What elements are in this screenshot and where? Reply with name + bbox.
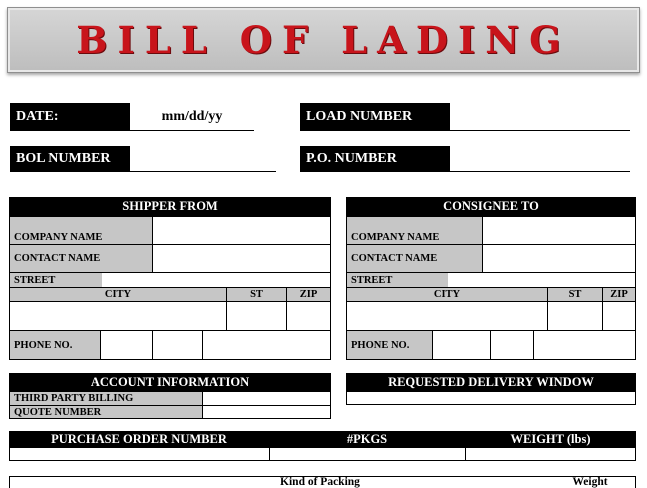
weight-cell[interactable] xyxy=(466,448,635,460)
quote-number-field[interactable] xyxy=(202,406,330,418)
consignee-st-field[interactable] xyxy=(547,302,602,330)
consignee-company-label: COMPANY NAME xyxy=(347,217,482,244)
consignee-phone-area-field[interactable] xyxy=(432,331,490,359)
kind-of-packing-header: Kind of Packing xyxy=(280,476,360,488)
shipper-phone-line-field[interactable] xyxy=(202,331,330,359)
shipper-zip-field[interactable] xyxy=(286,302,330,330)
shipper-contact-label: CONTACT NAME xyxy=(10,245,152,272)
bol-number-field[interactable] xyxy=(130,146,276,172)
shipper-company-label: COMPANY NAME xyxy=(10,217,152,244)
pkgs-cell[interactable] xyxy=(270,448,465,460)
po-number-label: P.O. NUMBER xyxy=(300,146,450,172)
consignee-contact-field[interactable] xyxy=(482,245,635,272)
consignee-contact-label: CONTACT NAME xyxy=(347,245,482,272)
consignee-street-label: STREET xyxy=(347,273,448,287)
po-column-header: PURCHASE ORDER NUMBER xyxy=(51,431,227,446)
shipper-st-field[interactable] xyxy=(226,302,286,330)
shipper-st-label: ST xyxy=(226,288,286,301)
packing-weight-header: Weight xyxy=(572,476,608,488)
account-section-header: ACCOUNT INFORMATION xyxy=(9,373,331,391)
pkgs-column-header: #PKGS xyxy=(346,431,388,446)
consignee-section-header: CONSIGNEE TO xyxy=(346,197,636,216)
shipper-street-field[interactable] xyxy=(102,273,330,287)
shipper-phone-prefix-field[interactable] xyxy=(152,331,202,359)
consignee-company-field[interactable] xyxy=(482,217,635,244)
po-number-cell[interactable] xyxy=(10,448,269,460)
load-number-label: LOAD NUMBER xyxy=(300,103,450,131)
po-number-field[interactable] xyxy=(450,146,630,172)
delivery-window-header: REQUESTED DELIVERY WINDOW xyxy=(346,373,636,391)
consignee-zip-field[interactable] xyxy=(602,302,635,330)
consignee-phone-label: PHONE NO. xyxy=(347,331,432,359)
consignee-phone-prefix-field[interactable] xyxy=(490,331,533,359)
consignee-phone-line-field[interactable] xyxy=(533,331,635,359)
shipper-street-label: STREET xyxy=(10,273,102,287)
date-label: DATE: xyxy=(10,103,130,131)
shipper-city-label: CITY xyxy=(10,288,226,301)
document-title: BILL OF LADING xyxy=(76,18,571,62)
consignee-st-label: ST xyxy=(547,288,602,301)
shipper-phone-area-field[interactable] xyxy=(100,331,152,359)
consignee-street-field[interactable] xyxy=(448,273,635,287)
third-party-billing-label: THIRD PARTY BILLING xyxy=(10,392,202,405)
consignee-city-label: CITY xyxy=(347,288,547,301)
shipper-city-field[interactable] xyxy=(10,302,226,330)
shipper-company-field[interactable] xyxy=(152,217,330,244)
weight-column-header: WEIGHT (lbs) xyxy=(510,431,591,446)
shipper-zip-label: ZIP xyxy=(286,288,330,301)
shipper-section-header: SHIPPER FROM xyxy=(9,197,331,216)
consignee-zip-label: ZIP xyxy=(602,288,635,301)
consignee-city-field[interactable] xyxy=(347,302,547,330)
shipper-contact-field[interactable] xyxy=(152,245,330,272)
load-number-field[interactable] xyxy=(450,103,630,131)
third-party-billing-field[interactable] xyxy=(202,392,330,405)
quote-number-label: QUOTE NUMBER xyxy=(10,406,202,418)
date-field[interactable]: mm/dd/yy xyxy=(130,103,254,131)
bol-number-label: BOL NUMBER xyxy=(10,146,130,172)
shipper-phone-label: PHONE NO. xyxy=(10,331,100,359)
delivery-window-field[interactable] xyxy=(346,391,636,405)
